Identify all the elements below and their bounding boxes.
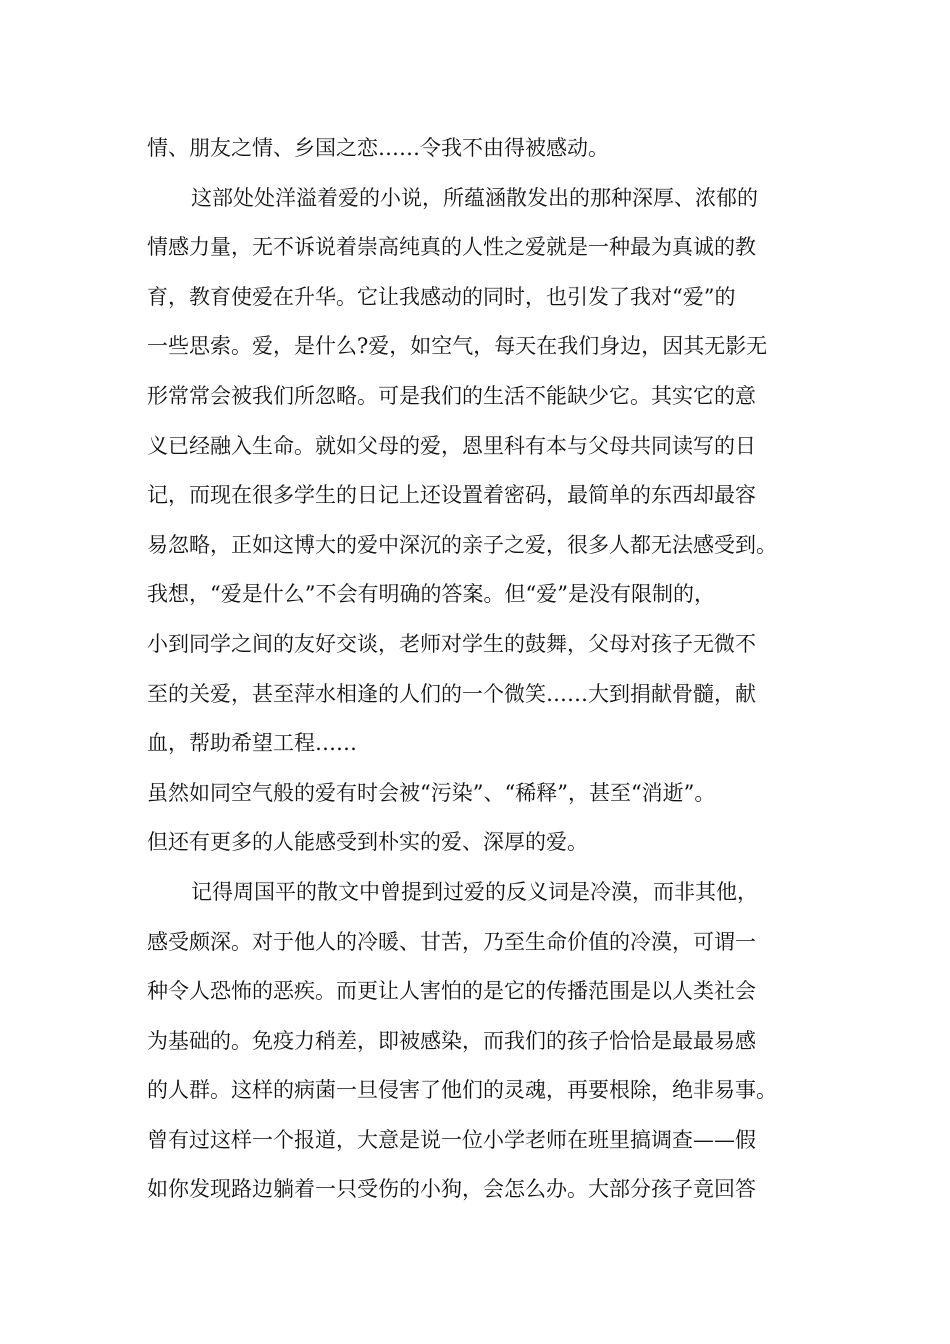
document-body-text xyxy=(147,124,827,1215)
text-line-11: 小到同学之间的友好交谈，老师对学生的鼓舞，父母对孩子无微不 xyxy=(147,631,756,656)
text-line-10: 我想，“爱是什么”不会有明确的答案。但“爱”是没有限制的， xyxy=(147,582,715,607)
text-line-8: 记，而现在很多学生的日记上还设置着密码，最简单的东西却最容 xyxy=(147,483,756,508)
text-line-12: 至的关爱，甚至萍水相逢的人们的一个微笑……大到捐献骨髓，献 xyxy=(147,681,756,706)
text-line-22: 如你发现路边躺着一只受伤的小狗，会怎么办。大部分孩子竟回答 xyxy=(147,1177,756,1202)
text-line-17: 感受颇深。对于他人的冷暖、甘苦，乃至生命价值的冷漠，可谓一 xyxy=(147,929,756,954)
text-line-6: 形常常会被我们所忽略。可是我们的生活不能缺少它。其实它的意 xyxy=(147,383,756,408)
text-line-7: 义已经融入生命。就如父母的爱，恩里科有本与父母共同读写的日 xyxy=(147,433,756,458)
text-line-14: 虽然如同空气般的爱有时会被“污染”、“稀释”，甚至“消逝”。 xyxy=(147,780,716,805)
text-line-3: 情感力量，无不诉说着崇高纯真的人性之爱就是一种最为真诚的教 xyxy=(147,235,756,260)
text-line-9: 易忽略，正如这博大的爱中深沉的亲子之爱，很多人都无法感受到。 xyxy=(147,532,777,557)
text-line-5: 一些思索。爱，是什么?爱，如空气，每天在我们身边，因其无影无 xyxy=(147,334,768,359)
paragraph-start-line: 这部处处洋溢着爱的小说，所蕴涵散发出的那种深厚、浓郁的 xyxy=(191,185,758,210)
text-line-20: 的人群。这样的病菌一旦侵害了他们的灵魂，再要根除，绝非易事。 xyxy=(147,1078,777,1103)
text-line-1: 情、朋友之情、乡国之恋……令我不由得被感动。 xyxy=(147,136,609,160)
text-line-21: 曾有过这样一个报道，大意是说一位小学老师在班里搞调查——假 xyxy=(147,1127,756,1152)
text-line-13: 血，帮助希望工程…… xyxy=(147,731,357,756)
text-line-15: 但还有更多的人能感受到朴实的爱、深厚的爱。 xyxy=(147,830,588,855)
text-line-18: 种令人恐怖的恶疾。而更让人害怕的是它的传播范围是以人类社会 xyxy=(147,979,756,1004)
paragraph-start-line: 记得周国平的散文中曾提到过爱的反义词是冷漠，而非其他， xyxy=(191,879,758,904)
text-line-19: 为基础的。免疫力稍差，即被感染，而我们的孩子恰恰是最最易感 xyxy=(147,1028,756,1053)
text-line-4: 育，教育使爱在升华。它让我感动的同时，也引发了我对“爱”的 xyxy=(147,284,736,309)
